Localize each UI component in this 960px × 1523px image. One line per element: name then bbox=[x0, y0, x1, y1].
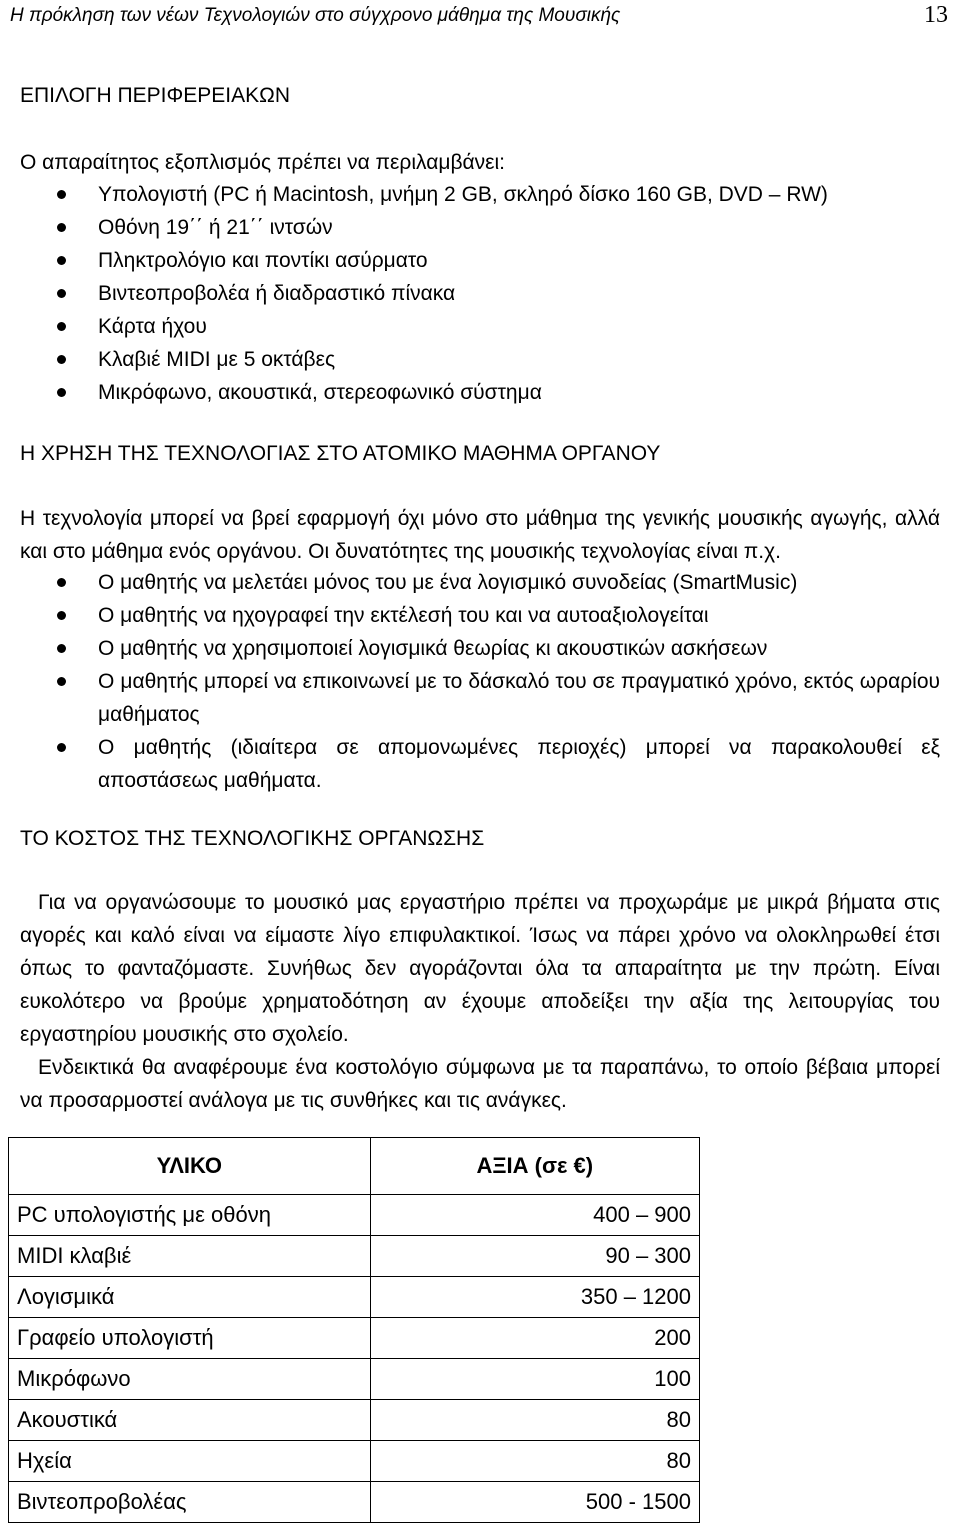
table-row bbox=[9, 1441, 700, 1482]
bullet-icon bbox=[57, 644, 66, 653]
section-heading: Η ΧΡΗΣΗ ΤΗΣ ΤΕΧΝΟΛΟΓΙΑΣ ΣΤΟ ΑΤΟΜΙΚΟ ΜΑΘΗΜΑ ΟΡΓΑΝΟΥ bbox=[20, 442, 661, 465]
table-cell-item: Ηχεία bbox=[9, 1441, 371, 1482]
list-item-text: Ο μαθητής (ιδιαίτερα σε απομονωμένες περιοχές) μπορεί να παρακολουθεί εξ αποστάσεως μαθήματα. bbox=[98, 736, 940, 792]
list-item bbox=[20, 343, 940, 376]
column-header-value: ΑΞΙΑ (σε €) bbox=[370, 1138, 699, 1195]
list-item bbox=[20, 178, 940, 211]
section3-paragraphs bbox=[20, 886, 940, 1117]
bullet-icon bbox=[57, 223, 66, 232]
list-item-text: Ο μαθητής να χρησιμοποιεί λογισμικά θεωρίας κι ακουστικών ασκήσεων bbox=[98, 637, 768, 660]
page-header bbox=[10, 0, 948, 30]
table-cell-item: Λογισμικά bbox=[9, 1277, 371, 1318]
table-row bbox=[9, 1277, 700, 1318]
table-row bbox=[9, 1236, 700, 1277]
paragraph: Η τεχνολογία μπορεί να βρεί εφαρμογή όχι μόνο στο μάθημα της γενικής μουσικής αγωγής, αλλά και στο μάθημα ενός οργάνου. Οι δυνατότητες της μουσικής τεχνολογίας είναι π.χ. bbox=[20, 507, 940, 563]
table-row bbox=[9, 1318, 700, 1359]
table-cell-value: 200 bbox=[370, 1318, 699, 1359]
section2-paragraph-wrap bbox=[20, 502, 940, 568]
table-cell-item: Ακουστικά bbox=[9, 1400, 371, 1441]
equipment-list-wrap bbox=[20, 178, 940, 409]
list-item bbox=[20, 310, 940, 343]
table-row bbox=[9, 1195, 700, 1236]
possibilities-list bbox=[20, 566, 940, 797]
table-cell-item: MIDI κλαβιέ bbox=[9, 1236, 371, 1277]
bullet-icon bbox=[57, 611, 66, 620]
section-cost bbox=[20, 822, 940, 855]
table-cell-value: 500 - 1500 bbox=[370, 1482, 699, 1523]
list-item-text: Υπολογιστή (PC ή Macintosh, μνήμη 2 GB, σκληρό δίσκο 160 GB, DVD – RW) bbox=[98, 183, 828, 206]
paragraph: Για να οργανώσουμε το μουσικό μας εργαστήριο πρέπει να προχωράμε με μικρά βήματα στις αγορές και καλό είναι να είμαστε λίγο επιφυλακτικοί. Ίσως να πάρει χρόνο να ολοκληρωθεί έτσι όπως το φανταζόμαστε. Συνήθως δεν αγοράζονται όλα τα απαραίτητα με την πρώτη. Είναι ευκολότερο να βρούμε χρηματοδότηση αν έχουμε αποδείξει την αξία της λειτουργίας του εργαστηρίου μουσικής στο σχολείο. bbox=[20, 891, 940, 1046]
bullet-icon bbox=[57, 289, 66, 298]
bullet-icon bbox=[57, 355, 66, 364]
list-item bbox=[20, 632, 940, 665]
table-cell-item: PC υπολογιστής με οθόνη bbox=[9, 1195, 371, 1236]
list-item bbox=[20, 599, 940, 632]
paragraph: Ενδεικτικά θα αναφέρουμε ένα κοστολόγιο σύμφωνα με τα παραπάνω, το οποίο βέβαια μπορεί να προσαρμοστεί ανάλογα με τις συνθήκες και τις ανάγκες. bbox=[20, 1056, 940, 1112]
list-item bbox=[20, 376, 940, 409]
section-heading: ΕΠΙΛΟΓΗ ΠΕΡΙΦΕΡΕΙΑΚΩΝ bbox=[20, 84, 290, 107]
list-item-text: Πληκτρολόγιο και ποντίκι ασύρματο bbox=[98, 249, 428, 272]
table-row bbox=[9, 1400, 700, 1441]
section-heading: ΤΟ ΚΟΣΤΟΣ ΤΗΣ ΤΕΧΝΟΛΟΓΙΚΗΣ ΟΡΓΑΝΩΣΗΣ bbox=[20, 827, 485, 850]
section-peripherals bbox=[20, 79, 940, 112]
bullet-icon bbox=[57, 388, 66, 397]
section-individual-lesson bbox=[20, 437, 940, 470]
list-item-text: Ο μαθητής να μελετάει μόνος του με ένα λογισμικό συνοδείας (SmartMusic) bbox=[98, 571, 798, 594]
bullet-icon bbox=[57, 190, 66, 199]
equipment-list bbox=[20, 178, 940, 409]
list-item-text: Ο μαθητής να ηχογραφεί την εκτέλεσή του και να αυτοαξιολογείται bbox=[98, 604, 709, 627]
table-row bbox=[9, 1482, 700, 1523]
bullet-icon bbox=[57, 578, 66, 587]
list-item-text: Μικρόφωνο, ακουστικά, στερεοφωνικό σύστημα bbox=[98, 381, 542, 404]
intro-text: Ο απαραίτητος εξοπλισμός πρέπει να περιλαμβάνει: bbox=[20, 151, 506, 174]
table-cell-item: Γραφείο υπολογιστή bbox=[9, 1318, 371, 1359]
table-cell-value: 100 bbox=[370, 1359, 699, 1400]
list-item bbox=[20, 211, 940, 244]
table-cell-value: 80 bbox=[370, 1400, 699, 1441]
equipment-intro bbox=[20, 146, 940, 179]
list-item bbox=[20, 665, 940, 731]
cost-table bbox=[8, 1137, 700, 1523]
table-cell-value: 400 – 900 bbox=[370, 1195, 699, 1236]
table-header-row bbox=[9, 1138, 700, 1195]
bullet-icon bbox=[57, 322, 66, 331]
bullet-icon bbox=[57, 677, 66, 686]
list-item bbox=[20, 566, 940, 599]
table-cell-value: 350 – 1200 bbox=[370, 1277, 699, 1318]
column-header-material: ΥΛΙΚΟ bbox=[9, 1138, 371, 1195]
running-title: Η πρόκληση των νέων Τεχνολογιών στο σύγχρονο μάθημα της Μουσικής bbox=[10, 5, 621, 26]
list-item bbox=[20, 731, 940, 797]
table-cell-item: Βιντεοπροβολέας bbox=[9, 1482, 371, 1523]
bullet-icon bbox=[57, 743, 66, 752]
list-item-text: Κλαβιέ MIDI με 5 οκτάβες bbox=[98, 348, 336, 371]
possibilities-list-wrap bbox=[20, 566, 940, 797]
list-item-text: Ο μαθητής μπορεί να επικοινωνεί με το δάσκαλό του σε πραγματικό χρόνο, εκτός ωραρίου μαθήματος bbox=[98, 670, 940, 726]
list-item-text: Βιντεοπροβολέα ή διαδραστικό πίνακα bbox=[98, 282, 456, 305]
list-item-text: Οθόνη 19΄΄ ή 21΄΄ ιντσών bbox=[98, 216, 333, 239]
list-item-text: Κάρτα ήχου bbox=[98, 315, 207, 338]
bullet-icon bbox=[57, 256, 66, 265]
table-cell-item: Μικρόφωνο bbox=[9, 1359, 371, 1400]
list-item bbox=[20, 244, 940, 277]
table-row bbox=[9, 1359, 700, 1400]
table-cell-value: 90 – 300 bbox=[370, 1236, 699, 1277]
list-item bbox=[20, 277, 940, 310]
table-cell-value: 80 bbox=[370, 1441, 699, 1482]
page-number: 13 bbox=[924, 2, 948, 28]
